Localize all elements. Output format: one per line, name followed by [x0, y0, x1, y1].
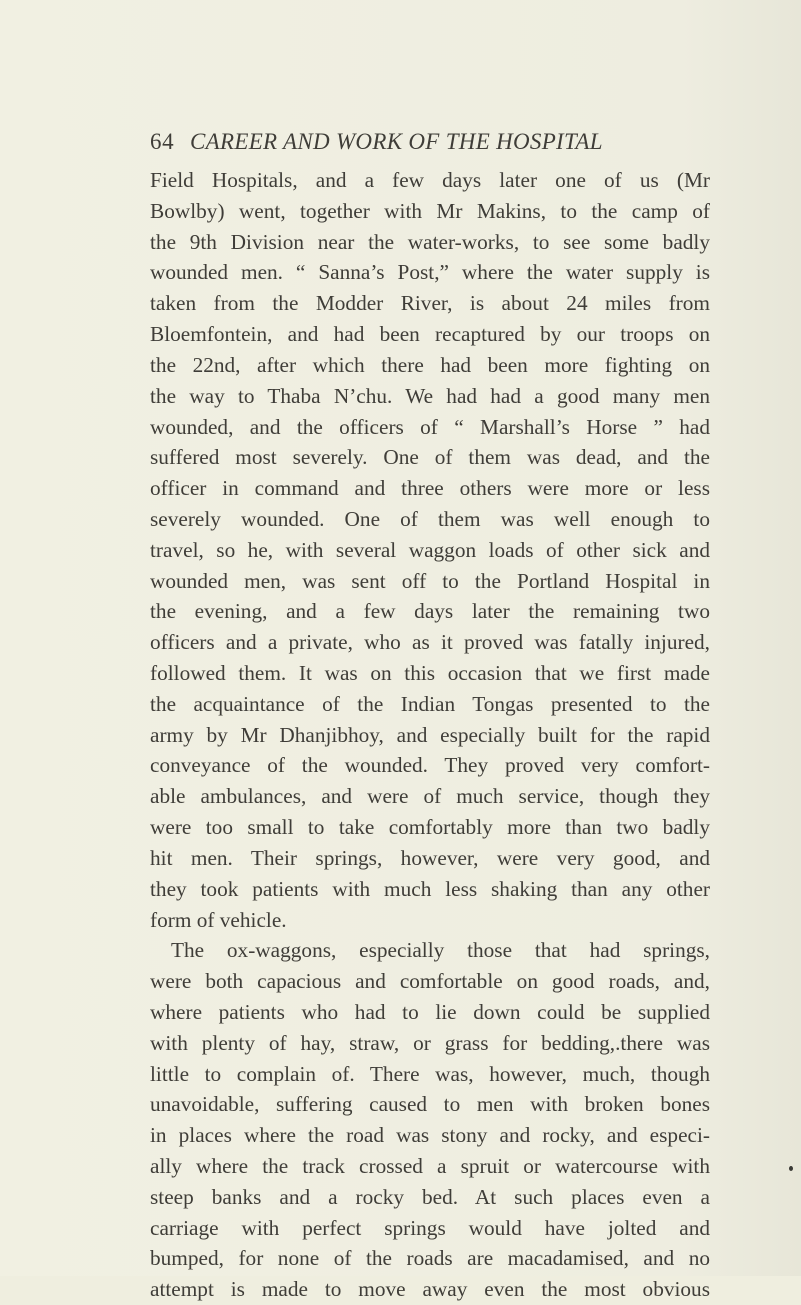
running-head: [150, 129, 710, 159]
text-line: form of vehicle.: [150, 907, 287, 932]
running-title: CAREER AND WORK OF THE HOSPITAL: [190, 129, 603, 154]
text-line: travel, so he, with several waggon loads of other sick and: [150, 537, 710, 562]
text-line: carriage with perfect springs would have jolted and: [150, 1215, 710, 1240]
text-line: wounded, and the officers of “ Marshall’s Horse ” had: [150, 414, 710, 439]
text-line: the evening, and a few days later the remaining two: [150, 599, 710, 624]
text-line: with plenty of hay, straw, or grass for bedding,.there was: [150, 1030, 710, 1055]
text-line: Field Hospitals, and a few days later one of us (Mr: [150, 168, 710, 192]
text-line: officer in command and three others were more or less: [150, 476, 710, 501]
text-line: the acquaintance of the Indian Tongas presented to the: [150, 691, 710, 716]
text-line: taken from the Modder River, is about 24 miles from: [150, 291, 710, 316]
page-number: 64: [150, 129, 175, 154]
text-line: bumped, for none of the roads are macadamised, and no: [150, 1246, 710, 1271]
text-line: the 22nd, after which there had been more fighting on: [150, 352, 710, 377]
body-text: [150, 165, 710, 1305]
text-line: little to complain of. There was, however, much, though: [150, 1061, 710, 1086]
text-line: wounded men. “ Sanna’s Post,” where the water supply is: [150, 260, 710, 285]
text-line: wounded men, was sent off to the Portland Hospital in: [150, 568, 710, 593]
text-line: were too small to take comfortably more than two badly: [150, 815, 710, 840]
text-line: conveyance of the wounded. They proved very comfort-: [150, 753, 710, 778]
text-line: followed them. It was on this occasion that we first made: [150, 661, 710, 685]
text-line: able ambulances, and were of much service, though they: [150, 784, 710, 809]
text-line: where patients who had to lie down could be supplied: [150, 999, 710, 1024]
text-line: Bloemfontein, and had been recaptured by our troops on: [150, 322, 710, 347]
text-line: hit men. Their springs, however, were very good, and: [150, 845, 710, 870]
text-line: ally where the track crossed a spruit or watercourse with: [150, 1154, 710, 1178]
text-line: The ox-waggons, especially those that had springs,: [171, 938, 710, 963]
text-line: were both capacious and comfortable on good roads, and,: [150, 969, 710, 994]
text-line: attempt is made to move away even the most obvious: [150, 1277, 710, 1302]
text-line: in places where the road was stony and rocky, and especi-: [150, 1123, 710, 1148]
text-line: they took patients with much less shaking than any other: [150, 876, 710, 901]
text-line: severely wounded. One of them was well enough to: [150, 506, 710, 531]
text-line: Bowlby) went, together with Mr Makins, to the camp of: [150, 198, 710, 223]
text-line: officers and a private, who as it proved was fatally injured,: [150, 630, 710, 655]
ink-speck: [789, 1166, 793, 1171]
text-line: unavoidable, suffering caused to men with broken bones: [150, 1092, 710, 1117]
text-line: the way to Thaba N’chu. We had had a good many men: [150, 383, 710, 408]
text-line: the 9th Division near the water-works, to see some badly: [150, 229, 710, 254]
text-line: army by Mr Dhanjibhoy, and especially built for the rapid: [150, 722, 710, 747]
text-line: suffered most severely. One of them was dead, and the: [150, 445, 710, 470]
text-line: steep banks and a rocky bed. At such places even a: [150, 1184, 710, 1209]
